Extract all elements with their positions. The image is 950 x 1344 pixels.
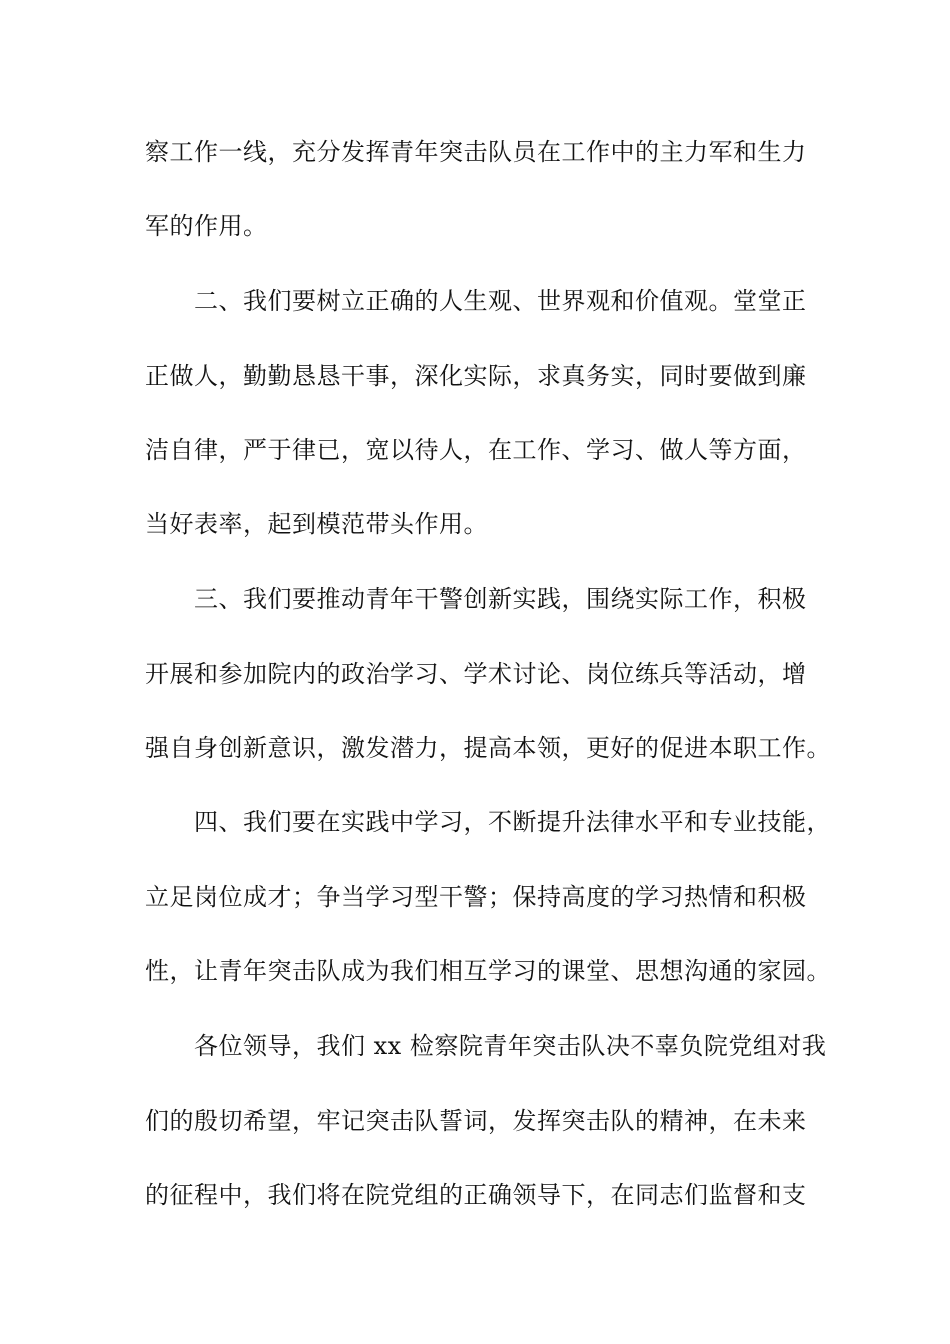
text-line-9: 强自身创新意识，激发潜力，提高本领，更好的促进本职工作。 — [145, 734, 831, 762]
text-line-4: 正做人，勤勤恳恳干事，深化实际，求真务实，同时要做到廉 — [145, 362, 807, 390]
text-line-5: 洁自律，严于律已，宽以待人，在工作、学习、做人等方面， — [145, 436, 807, 464]
text-line-8: 开展和参加院内的政治学习、学术讨论、岗位练兵等活动，增 — [145, 660, 807, 688]
text-line-10: 四、我们要在实践中学习，不断提升法律水平和专业技能， — [145, 808, 831, 836]
text-line-13: 各位领导，我们 xx 检察院青年突击队决不辜负院党组对我 — [145, 1032, 827, 1060]
text-line-15: 的征程中，我们将在院党组的正确领导下，在同志们监督和支 — [145, 1181, 807, 1209]
text-line-7: 三、我们要推动青年干警创新实践，围绕实际工作，积极 — [145, 585, 807, 613]
text-line-2: 军的作用。 — [145, 212, 268, 240]
text-line-14: 们的殷切希望，牢记突击队誓词，发挥突击队的精神，在未来 — [145, 1107, 807, 1135]
text-line-3: 二、我们要树立正确的人生观、世界观和价值观。堂堂正 — [145, 287, 807, 315]
text-line-1: 察工作一线，充分发挥青年突击队员在工作中的主力军和生力 — [145, 138, 807, 166]
text-line-12: 性，让青年突击队成为我们相互学习的课堂、思想沟通的家园。 — [145, 957, 831, 985]
text-line-6: 当好表率，起到模范带头作用。 — [145, 510, 488, 538]
text-line-11: 立足岗位成才；争当学习型干警；保持高度的学习热情和积极 — [145, 883, 807, 911]
